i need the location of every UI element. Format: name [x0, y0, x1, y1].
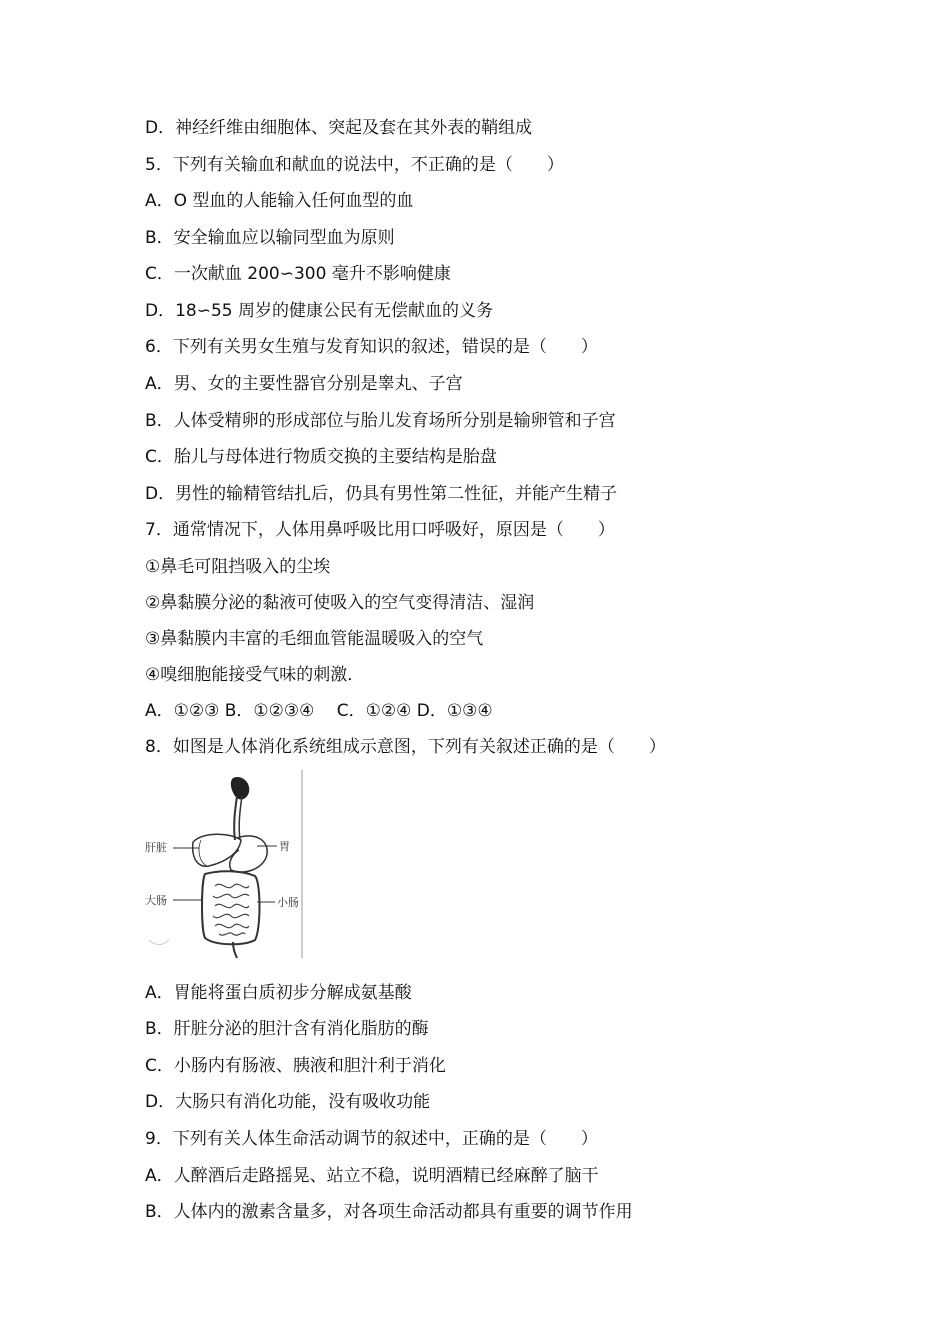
- option-5c: C．一次献血 200∽300 毫升不影响健康: [145, 264, 451, 284]
- question-9: 9．下列有关人体生命活动调节的叙述中，正确的是（ ）: [145, 1129, 598, 1149]
- digestive-system-figure: [145, 770, 305, 960]
- statement-7-3: ③鼻黏膜内丰富的毛细血管能温暖吸入的空气: [145, 629, 484, 649]
- question-6: 6．下列有关男女生殖与发育知识的叙述，错误的是（ ）: [145, 337, 598, 357]
- label-large-intestine: 大肠: [145, 894, 167, 907]
- stomach-shape: [230, 836, 267, 872]
- option-8b: B．肝脏分泌的胆汁含有消化脂肪的酶: [145, 1019, 429, 1039]
- option-6c: C．胎儿与母体进行物质交换的主要结构是胎盘: [145, 447, 497, 467]
- statement-7-1: ①鼻毛可阻挡吸入的尘埃: [145, 557, 331, 577]
- question-8: 8．如图是人体消化系统组成示意图，下列有关叙述正确的是（ ）: [145, 737, 666, 757]
- option-4d: D．神经纤维由细胞体、突起及套在其外表的鞘组成: [145, 118, 533, 138]
- option-5b: B．安全输血应以输同型血为原则: [145, 228, 395, 248]
- statement-7-4: ④嗅细胞能接受气味的刺激．: [145, 665, 365, 685]
- option-8c: C．小肠内有肠液、胰液和胆汁利于消化: [145, 1056, 446, 1076]
- digestive-system-diagram: [145, 770, 305, 960]
- liver-shape: [193, 834, 241, 866]
- options-7: A．①②③ B．①②③④ C．①②④ D．①③④: [145, 701, 493, 721]
- small-intestine-shape: [213, 884, 249, 935]
- option-6d: D．男性的输精管结扎后，仍具有男性第二性征，并能产生精子: [145, 484, 618, 504]
- option-6b: B．人体受精卵的形成部位与胎儿发育场所分别是输卵管和子宫: [145, 411, 616, 431]
- statement-7-2: ②鼻黏膜分泌的黏液可使吸入的空气变得清洁、湿润: [145, 593, 535, 613]
- option-6a: A．男、女的主要性器官分别是睾丸、子宫: [145, 374, 463, 394]
- option-9a: A．人醉酒后走路摇晃、站立不稳，说明酒精已经麻醉了脑干: [145, 1166, 599, 1186]
- option-8a: A．胃能将蛋白质初步分解成氨基酸: [145, 983, 412, 1003]
- label-liver: 肝脏: [145, 841, 167, 854]
- label-stomach: 胃: [279, 840, 290, 853]
- option-5a: A．O 型血的人能输入任何血型的血: [145, 191, 414, 211]
- option-9b: B．人体内的激素含量多，对各项生命活动都具有重要的调节作用: [145, 1202, 633, 1222]
- question-5: 5．下列有关输血和献血的说法中，不正确的是（ ）: [145, 155, 564, 175]
- label-small-intestine: 小肠: [277, 896, 299, 909]
- option-5d: D．18∽55 周岁的健康公民有无偿献血的义务: [145, 301, 494, 321]
- question-7: 7．通常情况下，人体用鼻呼吸比用口呼吸好，原因是（ ）: [145, 520, 615, 540]
- option-8d: D．大肠只有消化功能，没有吸收功能: [145, 1092, 431, 1112]
